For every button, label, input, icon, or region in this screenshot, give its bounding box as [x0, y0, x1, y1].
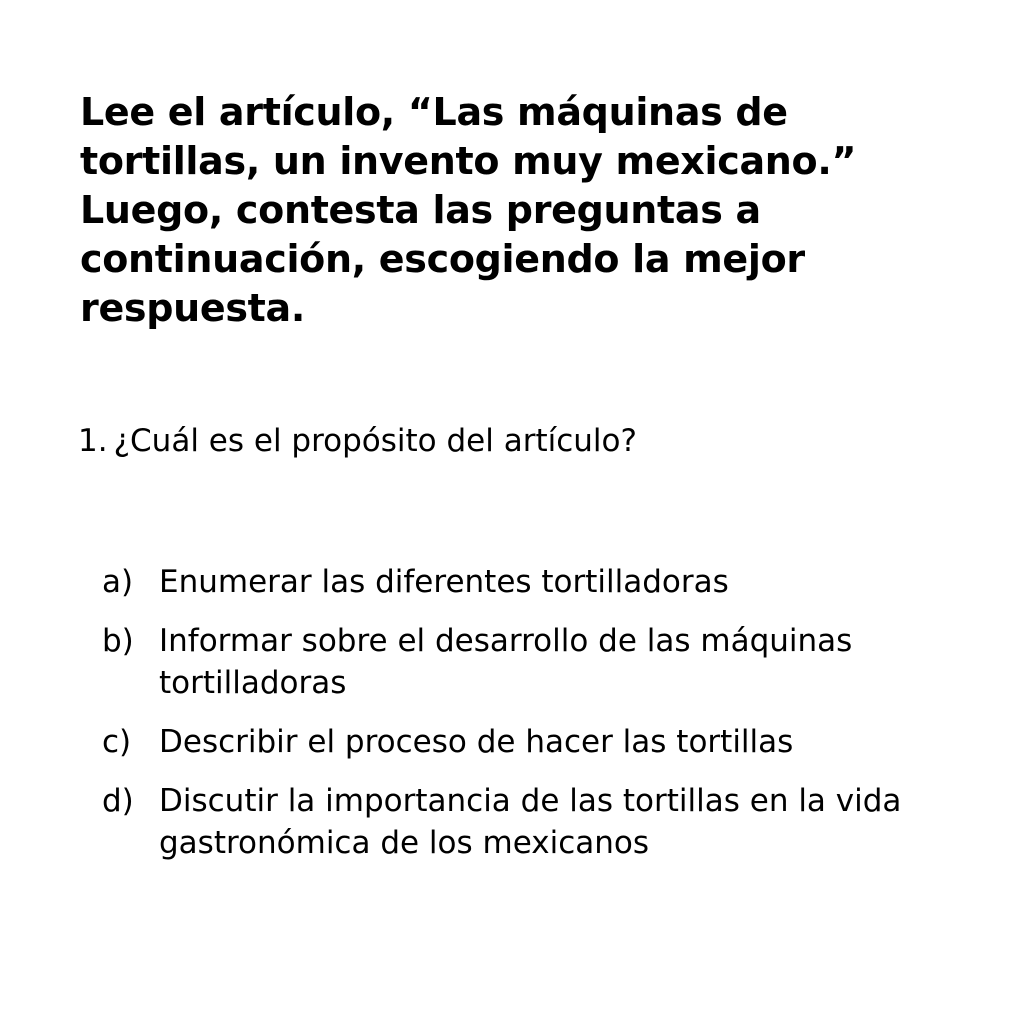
- answer-option-d[interactable]: [102, 780, 982, 864]
- instructions-heading: Lee el artículo, “Las máquinas de tortillas, un invento muy mexicano.” Luego, contesta las preguntas a continuación, escogiendo la mejor respuesta.: [80, 90, 857, 330]
- answer-option-c[interactable]: [102, 721, 982, 763]
- answer-option-b[interactable]: [102, 620, 982, 704]
- option-text: Enumerar las diferentes tortilladoras: [159, 564, 729, 600]
- answer-options: [102, 561, 982, 881]
- option-letter: d): [102, 783, 134, 819]
- option-text: Informar sobre el desarrollo de las máquinas tortilladoras: [159, 623, 853, 701]
- option-text: Describir el proceso de hacer las tortillas: [159, 724, 794, 760]
- answer-option-a[interactable]: [102, 561, 982, 603]
- question-number: 1.: [78, 423, 108, 459]
- option-text: Discutir la importancia de las tortillas en la vida gastronómica de los mexicanos: [159, 783, 902, 861]
- option-letter: a): [102, 564, 134, 600]
- question-1: [78, 420, 978, 462]
- option-letter: c): [102, 724, 132, 760]
- option-letter: b): [102, 623, 134, 659]
- question-text: ¿Cuál es el propósito del artículo?: [113, 423, 637, 459]
